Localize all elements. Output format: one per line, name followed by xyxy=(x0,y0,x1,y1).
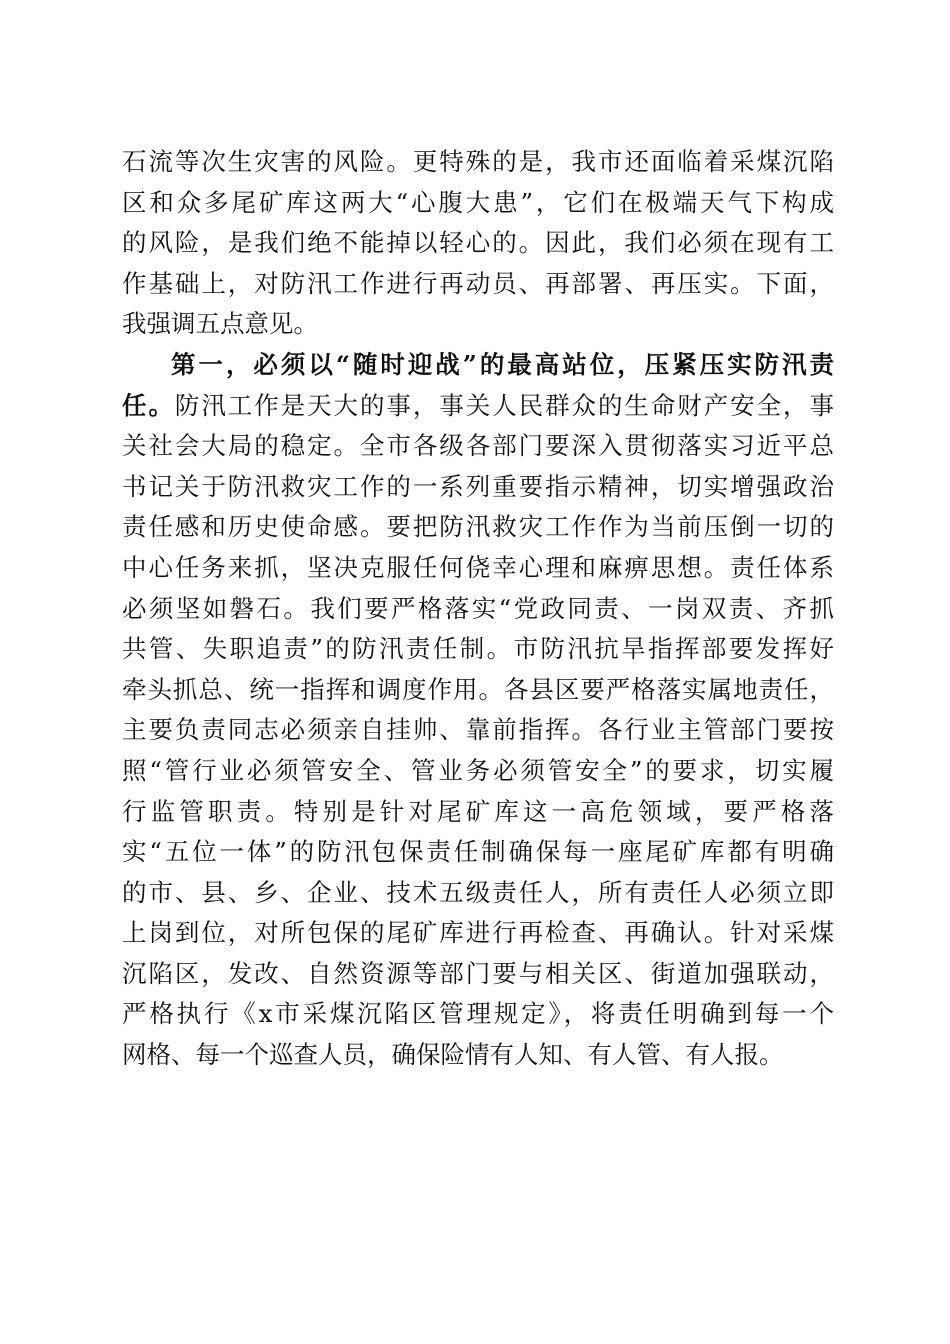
text-line: 网格、每一个巡查人员，确保险情有人知、有人管、有人报。 xyxy=(122,1040,784,1070)
text-line: 行监管职责。特别是针对尾矿库这一高危领域，要严格落 xyxy=(122,796,834,826)
section-heading: 第一，必须以“随时迎战”的最高站位，压紧压实防汛责 xyxy=(171,349,834,379)
text-line: 责任感和历史使命感。要把防汛救灾工作作为当前压倒一切的 xyxy=(122,512,834,542)
text-line: 牵头抓总、统一指挥和调度作用。各县区要严格落实属地责任， xyxy=(122,674,834,704)
text-line: 共管、失职追责”的防汛责任制。市防汛抗旱指挥部要发挥好 xyxy=(122,634,834,664)
text-line: 的风险，是我们绝不能掉以轻心的。因此，我们必须在现有工 xyxy=(122,228,834,258)
text-line: 石流等次生灾害的风险。更特殊的是，我市还面临着采煤沉陷 xyxy=(122,147,834,176)
text-line: 关社会大局的稳定。全市各级各部门要深入贯彻落实习近平总 xyxy=(122,431,834,461)
section-heading-continued: 任。 xyxy=(122,390,175,420)
text-line: 我强调五点意见。 xyxy=(122,309,318,339)
text-line: 区和众多尾矿库这两大“心腹大患”，它们在极端天气下构成 xyxy=(122,187,834,217)
text-line: 照“管行业必须管安全、管业务必须管安全”的要求，切实履 xyxy=(122,755,834,785)
paragraph-text: 防汛工作是天大的事，事关人民群众的生命财产安全，事 xyxy=(174,390,835,420)
text-line: 沉陷区，发改、自然资源等部门要与相关区、街道加强联动， xyxy=(122,958,834,988)
text-line: 主要负责同志必须亲自挂帅、靠前指挥。各行业主管部门要按 xyxy=(122,715,834,745)
section-heading-line xyxy=(122,345,834,386)
text-line: 实“五位一体”的防汛包保责任制确保每一座尾矿库都有明确 xyxy=(122,837,834,867)
text-line: 的市、县、乡、企业、技术五级责任人，所有责任人必须立即 xyxy=(122,877,834,907)
text-line: 中心任务来抓，坚决克服任何侥幸心理和麻痹思想。责任体系 xyxy=(122,552,834,582)
text-line: 书记关于防汛救灾工作的一系列重要指示精神，切实增强政治 xyxy=(122,471,834,501)
text-line: 严格执行《x市采煤沉陷区管理规定》，将责任明确到每一个 xyxy=(122,999,834,1029)
text-line: 上岗到位，对所包保的尾矿库进行再检查、再确认。针对采煤 xyxy=(122,918,834,948)
text-line xyxy=(122,386,834,427)
document-body xyxy=(122,142,834,1076)
text-line: 必须坚如磐石。我们要严格落实“党政同责、一岗双责、齐抓 xyxy=(122,593,834,623)
text-line: 作基础上，对防汛工作进行再动员、再部署、再压实。下面， xyxy=(122,268,834,298)
